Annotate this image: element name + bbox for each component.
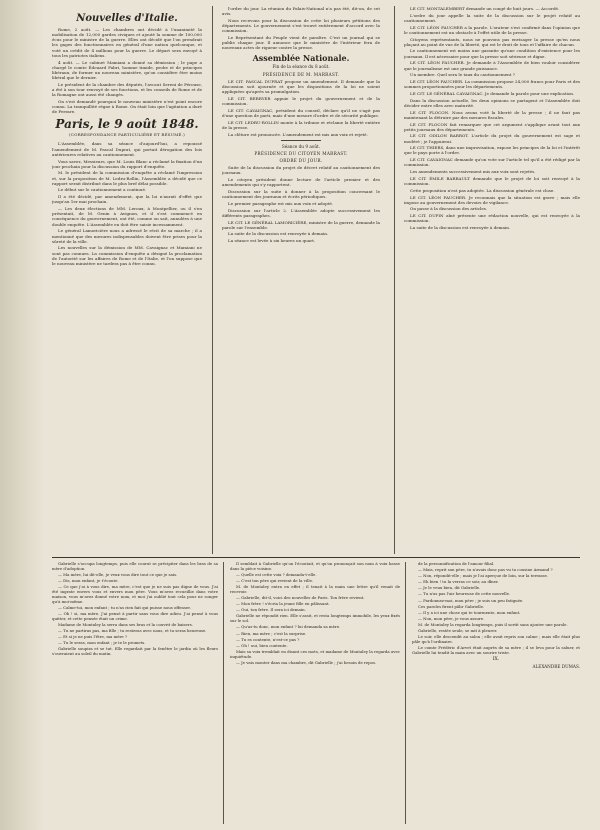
feuilleton-paragraph: — Eh bien ! tu la verras ce soir, au dîner. bbox=[418, 579, 499, 585]
session-paragraphs bbox=[222, 165, 380, 243]
feuilleton-paragraph: Gabrielle soupira et se tut. Elle regardait par la fenêtre le jardin où les fleurs s'ouvraient au soleil du matin. bbox=[52, 646, 218, 657]
feuilleton-column-3 bbox=[412, 562, 580, 824]
assembly-paragraphs bbox=[222, 79, 380, 137]
paragraph: Citoyens représentants, nous ne pouvons pas envisager la presse qu'en nous plaçant au point de vue de la liberté, qui est le droit de tous et l'affaire de chacun. bbox=[404, 36, 580, 47]
assembly-subtitle: Fin de la séance du 8 août. bbox=[272, 64, 330, 70]
paragraph: LE CIT. FLOCON fait remarquer que cet argument s'applique avant tout aux petits journaux des départements. bbox=[404, 121, 580, 132]
paragraph-affaires: Les nouvelles sur la démission de MM. Cavaignac et Mamiani ne sont pas connues. La commission d'enquête a désigné la proclamation de l'autorité sur les affaires de Rome et de l'Italie, et l'on suppose que le nouveau ministère ne tardera pas à être connu. bbox=[52, 245, 202, 266]
feuilleton-text-2 bbox=[230, 562, 400, 666]
paragraph: Le président de la chambre des députés, l'avocat Sereni de Pérouse, a été à son tour renvoyé de ses fonctions, et les conseils de Rome et de la Romagne ont aussi été changés. bbox=[52, 81, 202, 98]
paragraph: Discussion sur la suite à donner à la proposition concernant le cautionnement des journaux et écrits périodiques. bbox=[222, 188, 380, 200]
paragraph: 4 août. — Le cabinet Mamiani a donné sa démission ; le pape a chargé le comte Édouard Fabri, homme timide, probe et de principes libéraux, de former un nouveau ministère, qu'on considère être moins libéral que le dernier. bbox=[52, 59, 202, 80]
author-signature: ALEXANDRE DUMAS. bbox=[532, 663, 580, 669]
paragraph: Le cautionnement est moins une garantie qu'une condition d'existence pour les journaux. Il est nécessaire pour que la presse soit sérieuse et digne. bbox=[404, 48, 580, 59]
feuilleton-paragraph: — Oui, ton frère. Il sera ici demain. bbox=[236, 607, 306, 613]
feuilleton-paragraph: Le comte Frédéric d'Arvet était auprès de sa mère ; il se leva pour la saluer, et Gabrielle lui tendit la main avec un sourire triste. bbox=[412, 645, 580, 656]
paragraph: LE CIT. LÉON FAUCHER. Je demande à l'Assemblée de bien vouloir considérer que le journalisme est une grande puissance. bbox=[404, 60, 580, 71]
feuilleton-paragraph: — Rien, ma mère ; c'est la surprise. bbox=[236, 630, 307, 636]
column-divider bbox=[223, 562, 224, 824]
feuilleton-paragraph: — C'est ton père qui revient de la ville. bbox=[236, 578, 314, 584]
feuilleton-paragraph: Mais sa voix tremblait en disant ces mots, et madame de Montaley la regarda avec inquiétude. bbox=[230, 648, 400, 659]
debate-paragraphs bbox=[404, 6, 580, 230]
paragraph: LE CIT. LEDRU-ROLLIN monte à la tribune et réclame la liberté entière de la presse. bbox=[222, 119, 380, 130]
column-divider bbox=[394, 6, 395, 554]
paragraph: Discussion sur l'article 2. L'Assemblée adopte successivement les différents paragraphes. bbox=[222, 207, 380, 218]
paragraph: LE CIT. DUPIN aîné présente une rédaction nouvelle, qui est renvoyée à la commission. bbox=[404, 213, 580, 224]
feuilleton-paragraph: — Et si je ne puis l'être, ma mère ? bbox=[58, 634, 128, 640]
feuilleton-text-1 bbox=[52, 562, 218, 657]
feuilleton-paragraph: — Tu n'as pas l'air heureuse de cette nouvelle. bbox=[418, 591, 511, 597]
paragraph: On s'est demandé pourquoi le nouveau ministère n'est point encore connu. La tranquillité règne à Rome. On était loin que l'agitation a duré de Ferrare. bbox=[52, 98, 202, 115]
column-divider bbox=[405, 562, 406, 824]
paragraph: LE CIT. LE GÉNÉRAL LAMORICIÈRE, ministre de la guerre, demande la parole sur l'ensemble. bbox=[222, 219, 380, 230]
feuilleton-paragraph: — Pardonnez-moi, mon père ; je suis un peu fatiguée. bbox=[418, 597, 524, 603]
feuilleton-paragraph: — Ce que j'ai à vous dire, ma mère, c'est que je ne suis pas digne de vous. J'ai été ingrate envers vous et envers mon père. Vous m'avez recueillie dans votre maison, vous m'avez donné votre nom, et moi j'ai oublié tout cela pour ne songer qu'à moi-même. bbox=[52, 584, 218, 604]
feuilleton-paragraph: — Tu le seras, mon enfant ; je te le promets. bbox=[58, 640, 146, 646]
order-of-day: ORDRE DU JOUR. bbox=[279, 158, 323, 163]
column-2 bbox=[222, 6, 380, 554]
paragraph: Cette proposition n'est pas adoptée. La discussion générale est close. bbox=[410, 187, 555, 193]
paragraph: Les amendements successivement mis aux voix sont rejetés. bbox=[410, 169, 536, 175]
paragraph: La suite de la discussion est renvoyée à demain. bbox=[228, 231, 329, 237]
column-3 bbox=[404, 6, 580, 554]
feuilleton-paragraph: Ces paroles firent pâlir Gabrielle. bbox=[418, 603, 485, 609]
paris-paragraphs bbox=[52, 141, 202, 226]
paragraph: M. le président de la commission d'enquête a réclamé l'impression et, sur la proposition de M. Ledru-Rollin, l'Assemblée a décidé que ce rapport serait distribué dans le plus bref délai possible. bbox=[52, 170, 202, 186]
feuilleton-paragraph: Gabrielle s'occupa longtemps, puis elle courut se précipiter dans les bras de sa mère d'adoption. bbox=[52, 562, 218, 571]
paragraph: Le Représentant du Peuple vient de paraître. C'est un journal qui se publie chaque jour. Il annonce que le ministère de l'intérieur fera de nouveaux actes de rigueur contre la presse. bbox=[222, 34, 380, 51]
feuilleton-paragraph: — Calme-toi, mon enfant ; tu n'as rien fait qui puisse nous offenser. bbox=[58, 605, 191, 610]
paragraph: LE CIT. CAVAIGNAC, président du conseil, déclare qu'il ne s'agit pas d'une question de parti, mais d'une mesure d'ordre et de sécurité publique. bbox=[222, 107, 380, 118]
feuilleton-column-1 bbox=[52, 562, 218, 824]
feuilleton-paragraph: — Non, mon père, je vous assure. bbox=[418, 615, 485, 621]
paris-dateline: Paris, le 9 août 1848. bbox=[55, 117, 199, 132]
feuilleton-column-2 bbox=[230, 562, 400, 824]
paragraph: LE CIT. THIERS, dans une improvisation, expose les principes de la loi et l'intérêt que le pays porte à l'ordre. bbox=[404, 145, 580, 156]
feuilleton-paragraph: Le soir, elle descendit au salon ; elle avait repris son calme ; mais elle était plus pâle qu'à l'ordinaire. bbox=[412, 634, 580, 645]
paragraph: l'ordre du jour. La réunion du Palais-National n'a pas été, dit-on, de cet avis. bbox=[222, 6, 380, 17]
session-presidency: PRÉSIDENCE DU CITOYEN MARRAST. bbox=[254, 150, 348, 156]
paragraph: — Les deux élections de MM. Leroux, à Montpellier, ou il s'en présentait, de M. Genin à Avignon, et il s'est commencé en conséquence du gouvernement, ont été, comme on sait, annulées à une double enquête. L'Assemblée en doit être saisie incessamment. bbox=[52, 206, 202, 227]
paragraph: Nous recevons pour la discussion de cette loi plusieurs pétitions des départements. Le gouvernement s'est trouvé entièrement d'accord avec la commission. bbox=[222, 17, 380, 34]
paragraph: Suite de la discussion du projet de décret relatif au cautionnement des journaux. bbox=[222, 165, 380, 176]
assembly-title: Assemblée Nationale. bbox=[252, 53, 350, 64]
intro-paragraphs bbox=[222, 6, 380, 50]
feuilleton-text-3 bbox=[412, 562, 580, 656]
paragraph-lamoriciere: Le général Lamoricière nous a adressé le récit de sa marche ; il a mentionné que des mesures indispensables doivent être prises pour la sûreté de la ville. bbox=[52, 228, 202, 244]
feuilleton-paragraph: Gabrielle ne répondit rien. Elle s'assit, et resta longtemps immobile, les yeux fixés sur le sol. bbox=[230, 613, 400, 624]
column-divider bbox=[212, 6, 213, 554]
feuilleton-paragraph: M. de Montaley entra en effet ; il tenait à la main une lettre qu'il venait de recevoir. bbox=[230, 584, 400, 595]
paragraph: Vous savez, Messieurs, que M. Louis Blanc a réclamé la fixation d'un jour prochain pour la discussion du rapport d'enquête. bbox=[52, 158, 202, 169]
paragraph: LE CIT. LE GÉNÉRAL CAVAIGNAC. Je demande la parole pour une explication. bbox=[410, 90, 575, 96]
feuilleton-paragraph: — Non, répondit-elle ; mais je l'ai aperçue de loin, sur la terrasse. bbox=[418, 573, 549, 579]
feuilleton-paragraph: — Mon frère ! s'écria la jeune fille en pâlissant. bbox=[236, 601, 330, 607]
paragraph: LE CIT. ÉMILE BARRAULT demande que le projet de loi soit renvoyé à la commission. bbox=[404, 175, 580, 187]
paragraph: Le premier paragraphe est mis aux voix et adopté. bbox=[228, 200, 334, 206]
section-title-italy: Nouvelles d'Italie. bbox=[76, 13, 178, 24]
paragraph: Le début sur le cautionnement a continué. bbox=[58, 187, 147, 193]
paris-subheading: (CORRESPONDANCE PARTICULIÈRE ET RÉSUMÉ.) bbox=[69, 132, 185, 138]
paragraph: LE CIT. ODILON BARROT. L'article du projet du gouvernement est sage et modéré ; je l'appuierai. bbox=[404, 133, 580, 144]
paragraph: La clôture est prononcée. L'amendement est mis aux voix et rejeté. bbox=[228, 131, 368, 137]
column-1 bbox=[52, 12, 202, 552]
feuilleton-paragraph: M. de Montaley la regarda longtemps, puis il sortit sans ajouter une parole. bbox=[418, 621, 568, 627]
paragraph: LE CIT. BERRYER appuie le projet du gouvernement et de la commission. bbox=[222, 95, 380, 106]
paragraph: LE CIT. LÉON FAUCHER. La commission propose 24,000 francs pour Paris et des sommes proportionnées pour les départements. bbox=[404, 79, 580, 90]
paragraph: La séance est levée à six heures un quart. bbox=[228, 238, 316, 244]
paragraph: LE CIT. PASCAL DUPRAT propose un amendement. Il demande que la discussion soit ajournée et que les dispositions de la loi ne soient appliquées qu'après sa promulgation. bbox=[222, 78, 380, 95]
paragraph: L'Assemblée, dans sa séance d'aujourd'hui, a repoussé l'amendement de M. Pascal Duprat, qui portait dérogation des lois antérieures relatives au cautionnement. bbox=[52, 141, 202, 157]
paragraph: L'ordre du jour appelle la suite de la discussion sur le projet relatif au cautionnement. bbox=[404, 12, 580, 23]
paragraph: LE CIT. MONTALEMBERT demande un congé de huit jours. — Accordé. bbox=[410, 6, 560, 11]
feuilleton-paragraph: — Tu es contente, n'est-ce pas ? bbox=[236, 636, 300, 642]
feuilleton-paragraph: — Je vais monter dans ma chambre, dit Gabrielle ; j'ai besoin de repos. bbox=[236, 659, 377, 665]
feuilleton-paragraph: Il semblait à Gabrielle qu'on l'écoutait, et qu'on prononçait son nom à voix basse dans la pièce voisine. bbox=[230, 562, 400, 571]
feuilleton-paragraph: Gabrielle, restée seule, se mit à pleurer. bbox=[418, 628, 498, 634]
presidency-line: PRÉSIDENCE DE M. MARRAST. bbox=[262, 71, 340, 77]
page-spine-shadow bbox=[0, 0, 44, 830]
feuilleton-paragraph: — Oh ! si, ma mère. J'ai pensé à partir sans vous dire adieu. J'ai pensé à vous quitter, et cette pensée était un crime. bbox=[52, 611, 218, 621]
paragraph: Dans la discussion actuelle, les deux opinions se partagent et l'Assemblée doit décider entre elles avec maturité. bbox=[404, 97, 580, 108]
feuilleton-paragraph: — Je le veux bien, dit Gabrielle. bbox=[418, 585, 481, 591]
feuilleton-paragraph: — Mais, reprit son père, tu n'avais donc pas vu ta cousine Armand ? bbox=[418, 567, 553, 573]
feuilleton-separator bbox=[52, 557, 580, 558]
feuilleton-paragraph: — Tu ne partiras pas, ma fille ; tu resteras avec nous, et tu seras heureuse. bbox=[58, 628, 207, 634]
feuilleton-paragraph: — Dis, mon enfant, je t'écoute. bbox=[58, 578, 119, 584]
feuilleton-paragraph: — Qu'as-tu donc, mon enfant ? lui demanda sa mère. bbox=[236, 624, 341, 630]
feuilleton-paragraph: — Ma mère, lui dit-elle, je veux vous dire tout ce que je sais. bbox=[58, 572, 178, 577]
paragraph: Un membre. Quel sera le taux du cautionnement ? bbox=[410, 72, 515, 78]
feuilleton-paragraph: — Quelle est cette voix ? demanda-t-elle. bbox=[236, 572, 317, 577]
feuilleton-paragraph: Madame de Montaley la serra dans ses bras et la couvrit de baisers. bbox=[58, 622, 193, 628]
paragraph: LE CIT. LÉON FAUCHER. Je reconnais que la situation est grave ; mais elle impose au gouvernement des devoirs de vigilance. bbox=[404, 194, 580, 205]
feuilleton-paragraph: de la personnification de l'amour filial. bbox=[418, 562, 495, 566]
paragraph: Il a été décidé, par amendement, que la loi n'aurait d'effet que jusqu'au 1er mai prochain. bbox=[52, 194, 202, 205]
feuilleton-paragraph: — Gabrielle, dit-il, voici des nouvelles de Paris. Ton frère revient. bbox=[236, 595, 365, 601]
paragraph: La suite de la discussion est renvoyée à demain. bbox=[410, 225, 511, 231]
feuilleton-paragraph: — Oh ! oui, bien contente. bbox=[236, 642, 288, 648]
paragraph: LE CIT. FLOCON. Nous avons voté la liberté de la presse ; il ne faut pas maintenant la détruire par des mesures fiscales. bbox=[404, 109, 580, 120]
paragraph: LE CIT. LÉON FAUCHER a la parole. L'orateur s'est confirmé dans l'opinion que le cautionnement est un obstacle à l'effet utile de la presse. bbox=[404, 24, 580, 35]
chapter-numeral: IX. bbox=[492, 656, 500, 662]
paragraph: LE CIT. CAVAIGNAC demande qu'on vote sur l'article tel qu'il a été rédigé par la commission. bbox=[404, 157, 580, 168]
paragraph: Rome, 2 août. — Les chambres ont décidé à l'unanimité la mobilisation de 12,000 gardes civiques et ajouté la somme de 100,000 écus pour le ministre de la guerre. Elles ont décidé que l'on prendrait les gages des fonctionnaires en général d'une nation quelconque, et voté un crédit de 4 millions pour la guerre. Le départ sera envoyé à tous les patriotes italiens. bbox=[52, 27, 202, 58]
italy-news-paragraphs bbox=[52, 27, 202, 114]
paragraph: On passe à la discussion des articles. bbox=[410, 206, 488, 212]
feuilleton-paragraph: — Il y a ici une chose qui te tourmente, mon enfant. bbox=[418, 609, 521, 615]
session-title: Séance du 9 août. bbox=[281, 143, 321, 149]
paragraph: Le citoyen président donne lecture de l'article premier et des amendements qui s'y rapportent. bbox=[222, 177, 380, 188]
separator bbox=[281, 140, 321, 141]
